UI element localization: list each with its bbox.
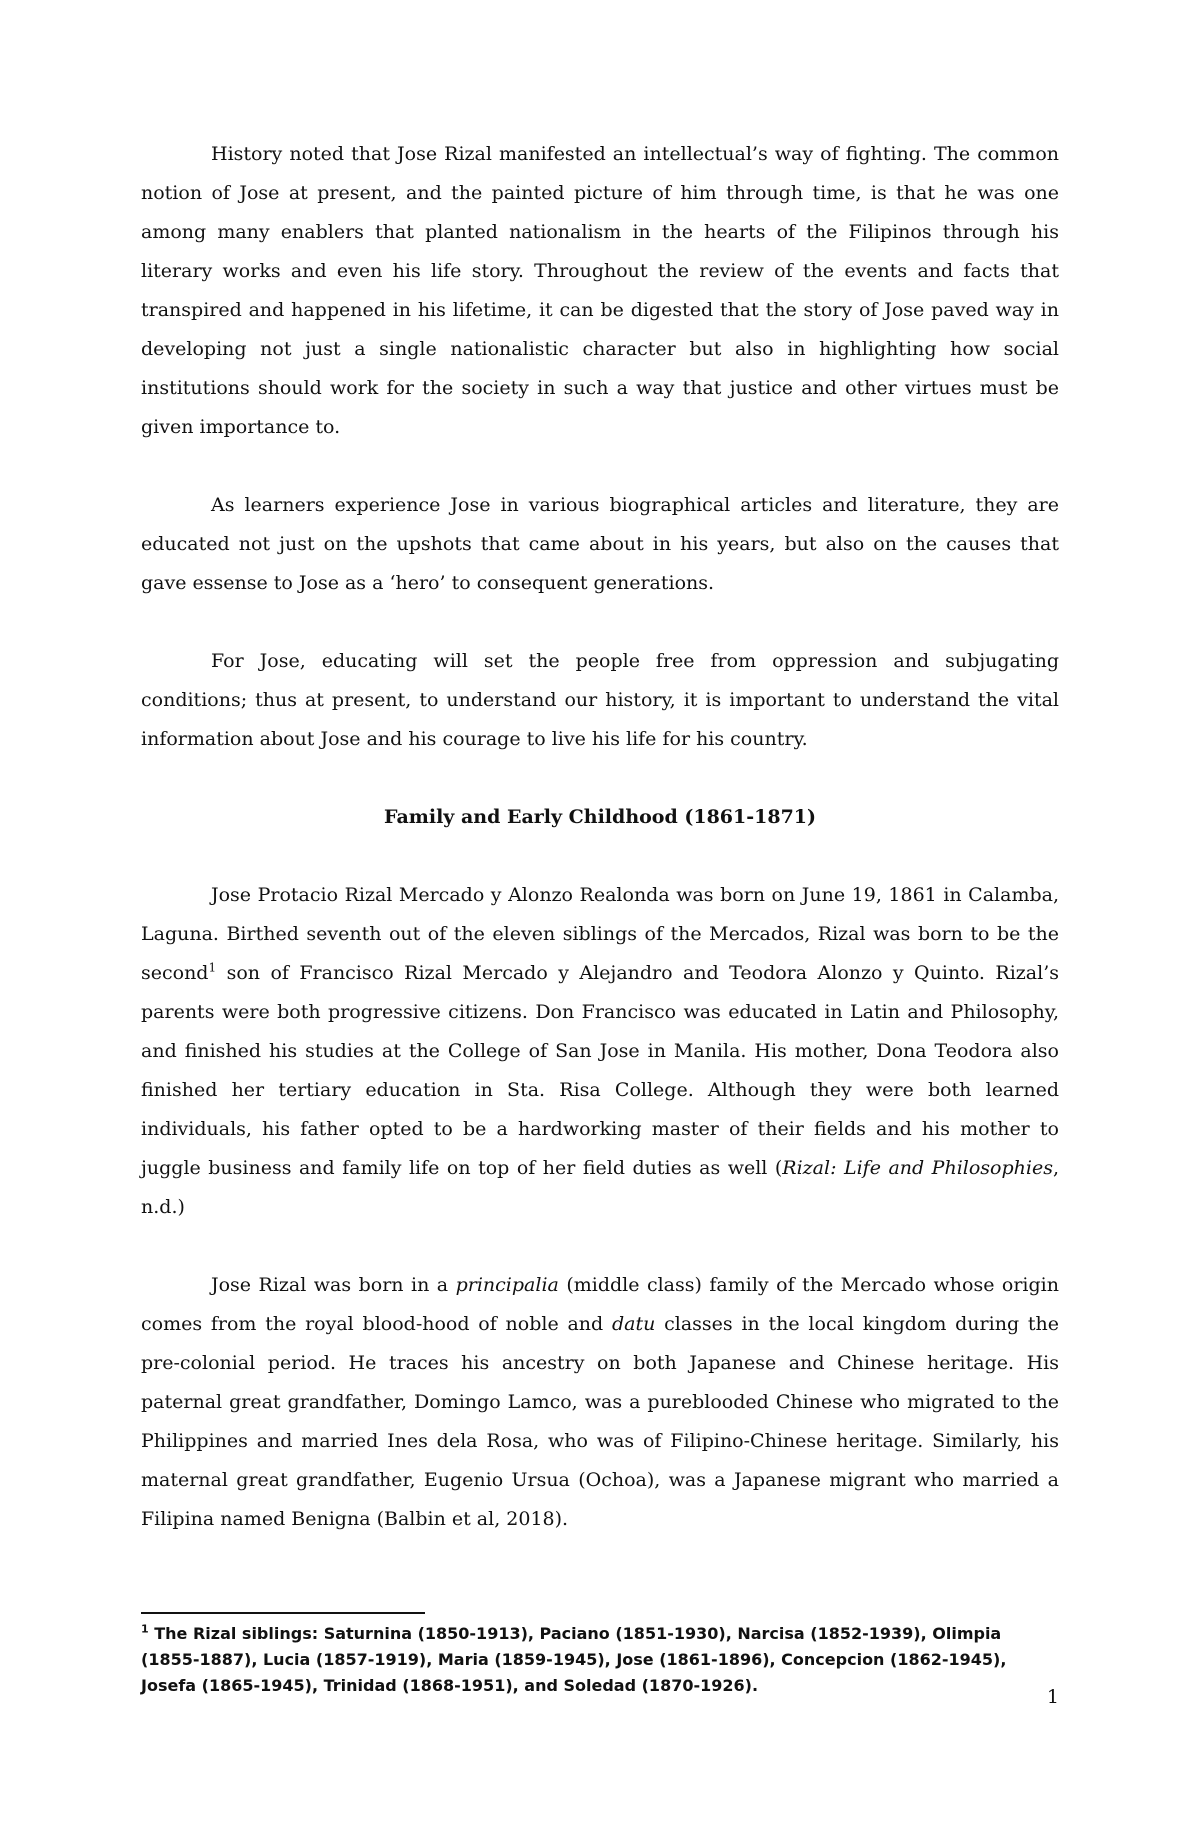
footnote <box>141 1621 1059 1699</box>
term-principalia: principalia <box>455 1274 559 1296</box>
term-datu: datu <box>611 1313 656 1335</box>
section-heading: Family and Early Childhood (1861-1871) <box>384 806 816 828</box>
citation-title: Rizal: Life and Philosophies <box>782 1157 1053 1179</box>
section-paragraph-2-text-b: (middle class) family of the Mercado whose origin comes from the royal blood-hood of noble and <box>141 1274 1059 1335</box>
section-paragraph-2-text-c: classes in the local kingdom during the pre-colonial period. He traces his ancestry on both Japanese and Chinese heritage. His paternal great grandfather, Domingo Lamco, was a pureblooded Chinese who migrated to the Philippines and married Ines dela Rosa, who was of Filipino-Chinese heritage. Similarly, his maternal great grandfather, Eugenio Ursua (Ochoa), was a Japanese migrant who married a Filipina named Benigna (Balbin et al, 2018). <box>141 1313 1059 1530</box>
intro-paragraph-1: History noted that Jose Rizal manifested an intellectual’s way of fighting. The common notion of Jose at present, and the painted picture of him through time, is that he was one among many enablers that planted nationalism in the hearts of the Filipinos through his literary works and even his life story. Throughout the review of the events and facts that transpired and happened in his lifetime, it can be digested that the story of Jose paved way in developing not just a single nationalistic character but also in highlighting how social institutions should work for the society in such a way that justice and other virtues must be given importance to. <box>141 143 1059 438</box>
intro-paragraph-3: For Jose, educating will set the people free from oppression and subjugating conditions; thus at present, to understand our history, it is important to understand the vital information about Jose and his courage to live his life for his country. <box>141 650 1059 750</box>
footnote-marker: 1 <box>141 1622 149 1636</box>
section-paragraph-1-text-a: Jose Protacio Rizal Mercado y Alonzo Realonda was born on June 19, 1861 in Calamba, Laguna. Birthed seventh out of the eleven siblings of the Mercados, Rizal was born to be the second <box>141 884 1059 984</box>
section-paragraph-1-text-c: , n.d.) <box>141 1157 1059 1218</box>
section-paragraph-2-text-a: Jose Rizal was born in a <box>211 1274 456 1296</box>
page-number: 1 <box>1046 1686 1059 1708</box>
body-text <box>141 135 1059 1578</box>
section-paragraph-2 <box>141 1266 1059 1539</box>
footnote-separator <box>141 1612 425 1614</box>
footnote-reference[interactable]: 1 <box>208 960 217 975</box>
footnote-text: The Rizal siblings: Saturnina (1850-1913), Paciano (1851-1930), Narcisa (1852-1939), Olimpia (1855-1887), Lucia (1857-1919), Maria (1859-1945), Jose (1861-1896), Concepcion (1862-1945), Josefa (1865-1945), Trinidad (1868-1951), and Soledad (1870-1926). <box>141 1624 1007 1695</box>
intro-paragraph-2: As learners experience Jose in various biographical articles and literature, they are educated not just on the upshots that came about in his years, but also on the causes that gave essense to Jose as a ‘hero’ to consequent generations. <box>141 494 1059 594</box>
section-paragraph-1-text-b: son of Francisco Rizal Mercado y Alejandro and Teodora Alonzo y Quinto. Rizal’s parents were both progressive citizens. Don Francisco was educated in Latin and Philosophy, and finished his studies at the College of San Jose in Manila. His mother, Dona Teodora also finished her tertiary education in Sta. Risa College. Although they were both learned individuals, his father opted to be a hardworking master of their fields and his mother to juggle business and family life on top of her field duties as well ( <box>141 962 1059 1179</box>
section-paragraph-1 <box>141 876 1059 1227</box>
